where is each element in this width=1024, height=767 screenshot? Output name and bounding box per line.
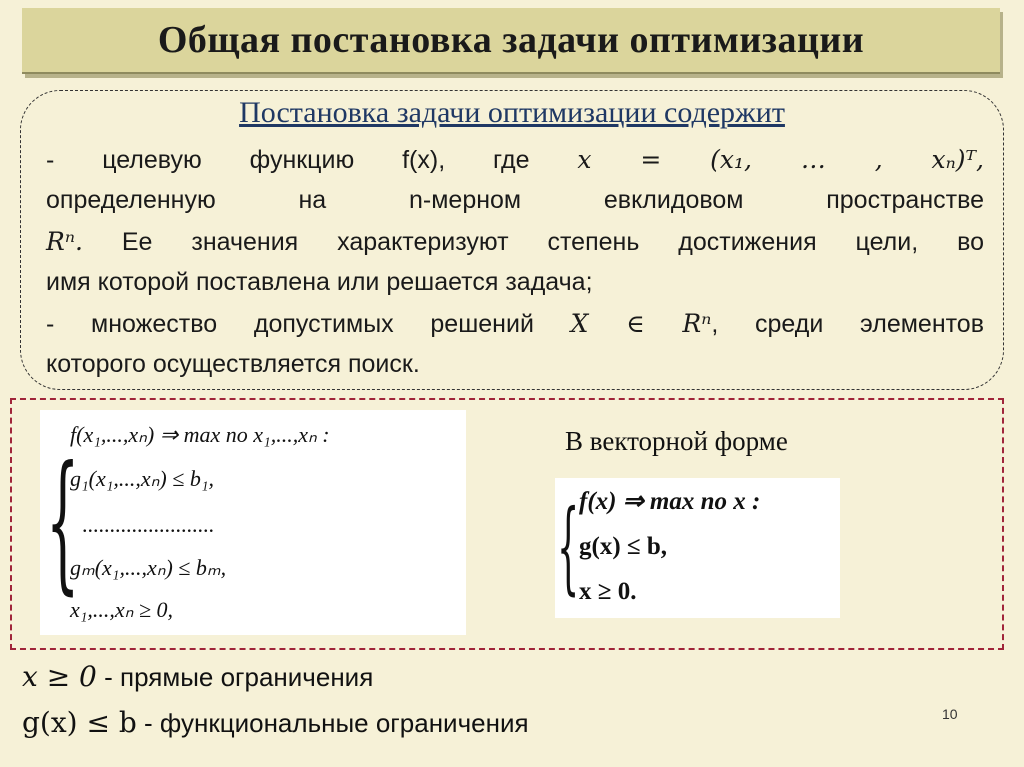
definition-subtitle: Постановка задачи оптимизации содержит — [239, 96, 785, 129]
vector-form-system — [555, 478, 840, 618]
formula-feasible-set: X ∈ Rⁿ — [570, 309, 712, 338]
formula-direct-constraint: x ≥ 0 — [22, 660, 97, 693]
coordinate-form-system — [40, 410, 466, 635]
system-row: g₁(x₁,...,xₙ) ≤ b₁, — [70, 466, 214, 491]
formula-rn: Rⁿ. — [46, 227, 83, 256]
direct-constraints-line: x ≥ 0 - прямые ограничения — [22, 660, 374, 693]
definition-line-5: - множество допустимых решений X ∈ Rⁿ, среди элементов — [46, 309, 984, 338]
slide-title: Общая постановка задачи оптимизации — [157, 19, 865, 61]
definition-line-2: определенную на n-мерном евклидовом пространстве — [46, 186, 984, 214]
system-row: x ≥ 0. — [579, 578, 637, 605]
functional-constraints-line: g(x) ≤ b - функциональные ограничения — [22, 706, 529, 739]
formula-functional-constraint: g(x) ≤ b — [22, 706, 137, 739]
page-number: 10 — [942, 706, 958, 722]
definition-line-1: - целевую функцию f(x), где x = (x₁, … , xₙ)ᵀ, — [46, 145, 984, 174]
formula-x-vector: x = (x₁, … , xₙ)ᵀ, — [577, 145, 984, 174]
system-row: g(x) ≤ b, — [579, 533, 668, 560]
definition-line-4: имя которой поставлена или решается задача; — [46, 268, 593, 296]
title-bar — [22, 8, 1000, 74]
system-row: ........................ — [82, 512, 214, 537]
left-brace-icon: { — [557, 488, 580, 605]
system-row: x₁,...,xₙ ≥ 0, — [70, 597, 174, 622]
system-row: f(x₁,...,xₙ) ⇒ max по x₁,...,xₙ : — [70, 422, 330, 447]
left-brace-icon: { — [46, 435, 80, 609]
definition-line-6: которого осуществляется поиск. — [46, 350, 420, 378]
vector-form-label: В векторной форме — [565, 426, 788, 456]
system-row: gₘ(x₁,...,xₙ) ≤ bₘ, — [70, 555, 227, 580]
system-row: f(x) ⇒ max по x : — [579, 488, 761, 515]
definition-line-3: Rⁿ. Ее значения характеризуют степень достижения цели, во — [46, 227, 984, 256]
